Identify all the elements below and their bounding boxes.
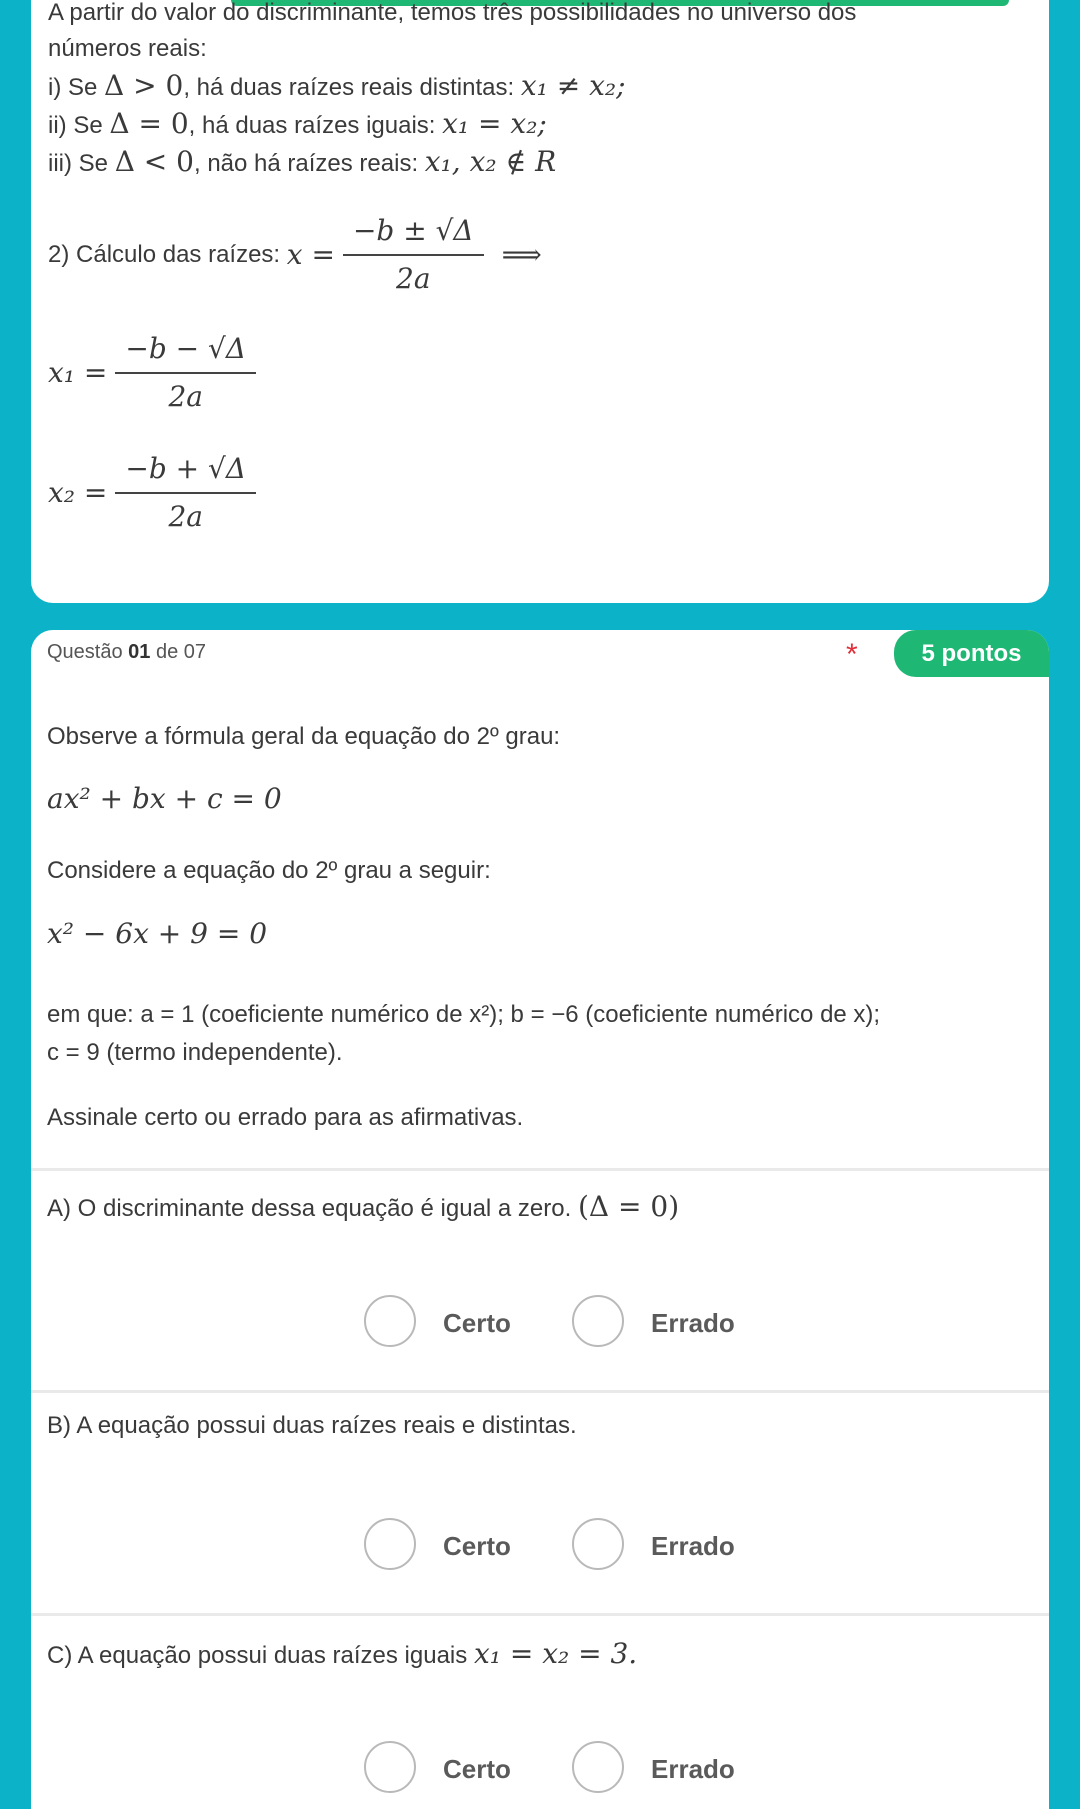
item-c-options	[31, 1741, 1049, 1797]
explanation-card	[31, 0, 1049, 603]
item-c-errado-radio[interactable]	[572, 1741, 624, 1793]
case-iii: iii) Se Δ < 0, não há raízes reais: x₁, x₂ ∉ R	[48, 145, 557, 178]
roots-formula: 2) Cálculo das raízes: x = $\frac{-b \pm √\Delta}{2a}$ ⟹	[48, 212, 542, 298]
x1-formula: x₁ = $\frac{-b - √\Delta}{2a}$	[48, 330, 264, 416]
item-b-statement: B) A equação possui duas raízes reais e distintas.	[47, 1412, 577, 1439]
instruction: Assinale certo ou errado para as afirmativas.	[47, 1104, 524, 1131]
divider	[31, 1390, 1049, 1393]
item-c-statement: C) A equação possui duas raízes iguais x₁ = x₂ = 3.	[47, 1637, 638, 1670]
item-b-errado-label[interactable]: Errado	[651, 1531, 735, 1561]
item-a-statement: A) O discriminante dessa equação é igual a zero. (Δ = 0)	[47, 1190, 680, 1223]
case-ii: ii) Se Δ = 0, há duas raízes iguais: x₁ = x₂;	[48, 107, 547, 140]
statement-2: Considere a equação do 2º grau a seguir:	[47, 857, 491, 884]
item-c-errado-label[interactable]: Errado	[651, 1754, 735, 1784]
coefficients-line-1: em que: a = 1 (coeficiente numérico de x²); b = −6 (coeficiente numérico de x);	[47, 1001, 881, 1028]
item-b-errado-radio[interactable]	[572, 1518, 624, 1570]
item-c-certo-radio[interactable]	[364, 1741, 416, 1793]
item-a-options	[31, 1295, 1049, 1351]
divider	[31, 1168, 1049, 1171]
statement-1: Observe a fórmula geral da equação do 2º grau:	[47, 723, 561, 750]
required-mark: *	[846, 638, 858, 671]
coefficients-line-2: c = 9 (termo independente).	[47, 1039, 343, 1066]
item-b-options	[31, 1518, 1049, 1574]
question-card	[31, 630, 1049, 1809]
item-a-errado-radio[interactable]	[572, 1295, 624, 1347]
item-b-certo-label[interactable]: Certo	[443, 1531, 511, 1561]
item-a-errado-label[interactable]: Errado	[651, 1308, 735, 1338]
roots-fraction: $\frac{-b \pm √\Delta}{2a}$	[343, 212, 484, 298]
case-i: i) Se Δ > 0, há duas raízes reais distintas: x₁ ≠ x₂;	[48, 69, 626, 102]
x2-formula: x₂ = $\frac{-b + √\Delta}{2a}$	[48, 450, 264, 536]
intro-line-1: A partir do valor do discriminante, temos três possibilidades no universo dos	[48, 0, 857, 26]
question-counter: Questão 01 de 07	[47, 641, 207, 663]
item-c-certo-label[interactable]: Certo	[443, 1754, 511, 1784]
general-formula: ax² + bx + c = 0	[47, 782, 282, 815]
item-b-certo-radio[interactable]	[364, 1518, 416, 1570]
intro-line-2: números reais:	[48, 35, 207, 62]
item-a-certo-label[interactable]: Certo	[443, 1308, 511, 1338]
divider	[31, 1613, 1049, 1616]
implies-arrow: ⟹	[501, 238, 542, 271]
item-a-certo-radio[interactable]	[364, 1295, 416, 1347]
points-badge: 5 pontos	[894, 630, 1049, 677]
equation: x² − 6x + 9 = 0	[47, 917, 268, 950]
